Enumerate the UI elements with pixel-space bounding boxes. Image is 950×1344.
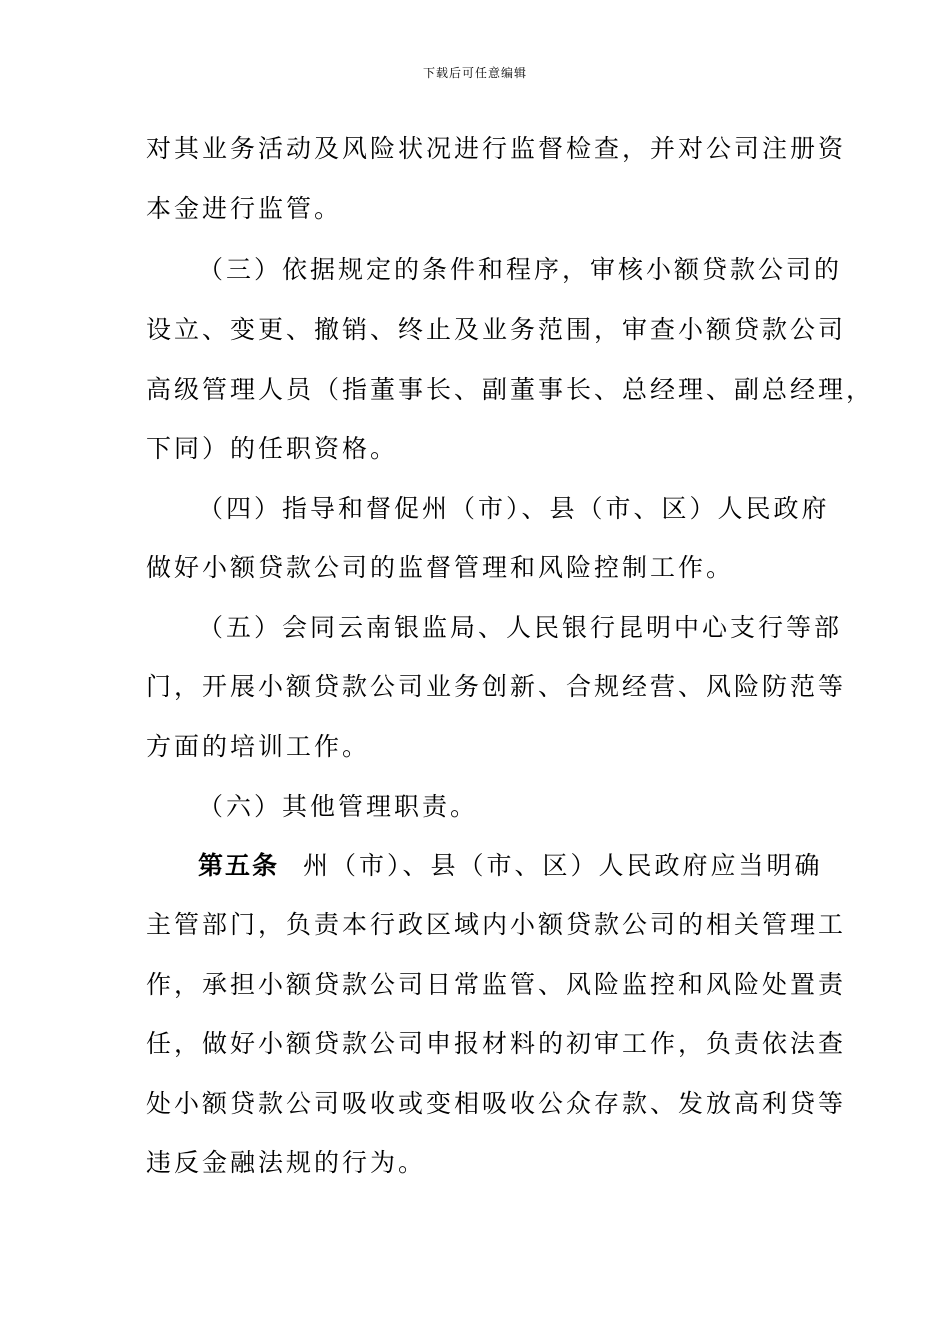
paragraph-line: （三）依据规定的条件和程序，审核小额贷款公司的 xyxy=(198,255,843,284)
paragraph-line: （六）其他管理职责。 xyxy=(198,792,479,821)
paragraph-line: 设立、变更、撤销、终止及业务范围，审查小额贷款公司 xyxy=(146,315,847,344)
paragraph-line: 任，做好小额贷款公司申报材料的初审工作，负责依法查 xyxy=(146,1029,847,1058)
paragraph-line: 违反金融法规的行为。 xyxy=(146,1148,427,1177)
paragraph-line: 做好小额贷款公司的监督管理和风险控制工作。 xyxy=(146,553,735,582)
paragraph-line: 门，开展小额贷款公司业务创新、合规经营、风险防范等 xyxy=(146,672,847,701)
paragraph-line: （五）会同云南银监局、人民银行昆明中心支行等部 xyxy=(198,613,843,642)
article-line xyxy=(198,849,823,883)
paragraph-line: 主管部门，负责本行政区域内小额贷款公司的相关管理工 xyxy=(146,910,847,939)
paragraph-line: 对其业务活动及风险状况进行监督检查，并对公司注册资 xyxy=(146,134,847,163)
paragraph-line: 方面的培训工作。 xyxy=(146,732,371,761)
paragraph-line: 本金进行监管。 xyxy=(146,194,343,223)
paragraph-line: 高级管理人员（指董事长、副董事长、总经理、副总经理， xyxy=(146,375,875,404)
paragraph-line: 作，承担小额贷款公司日常监管、风险监控和风险处置责 xyxy=(146,970,847,999)
paragraph-line: 处小额贷款公司吸收或变相吸收公众存款、发放高利贷等 xyxy=(146,1089,847,1118)
paragraph-line: 州（市）、县（市、区）人民政府应当明确 xyxy=(303,851,823,880)
page-header: 下载后可任意编辑 xyxy=(422,66,527,80)
paragraph-line: （四）指导和督促州（市）、县（市、区）人民政府 xyxy=(198,494,830,523)
paragraph-line: 下同）的任职资格。 xyxy=(146,434,399,463)
article-label: 第五条 xyxy=(198,851,280,880)
